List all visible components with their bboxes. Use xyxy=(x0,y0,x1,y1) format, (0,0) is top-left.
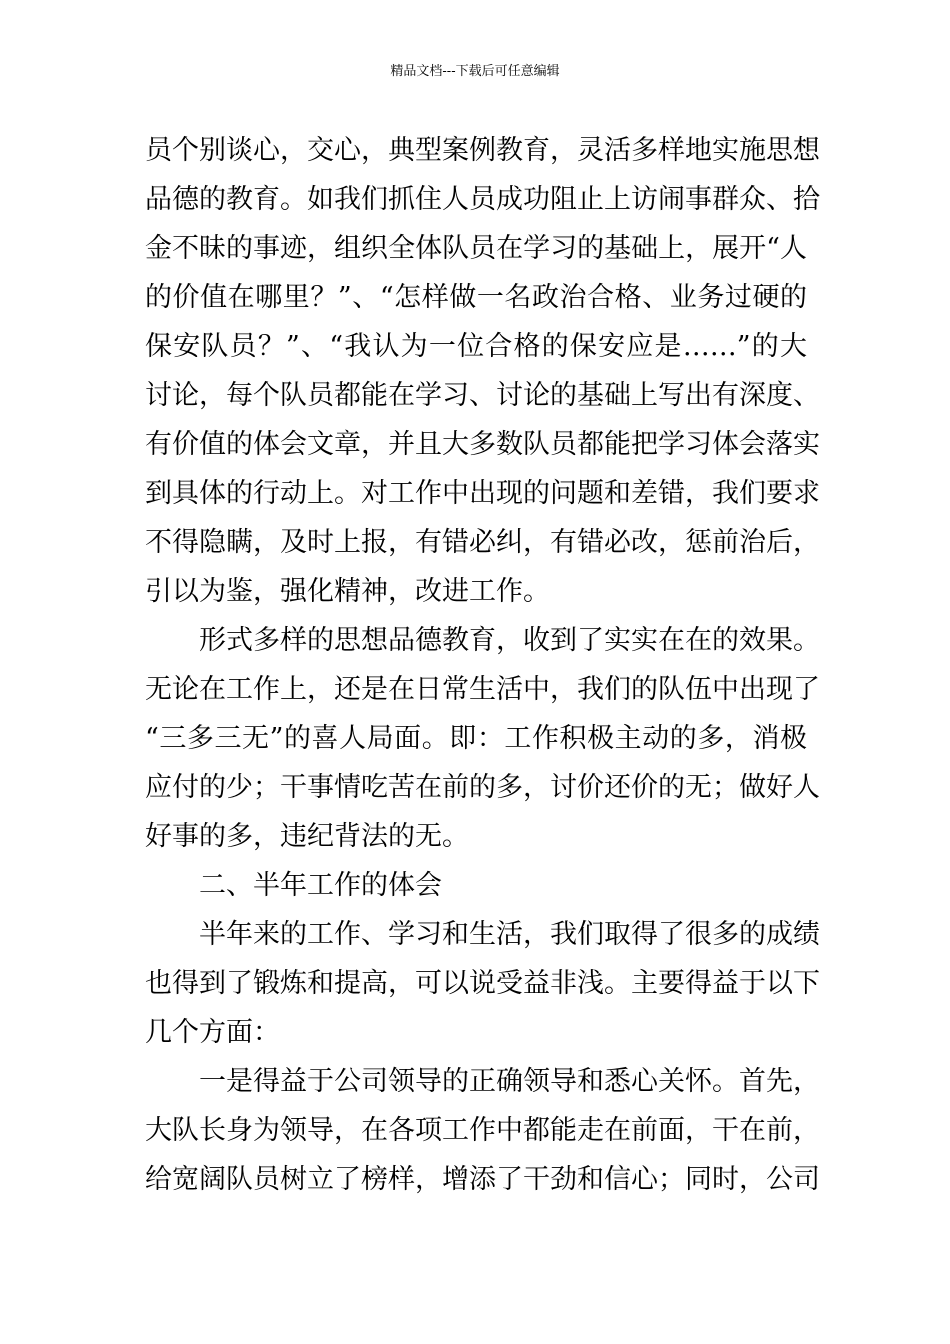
page-header: 精品文档---下载后可任意编辑 xyxy=(390,64,560,79)
text-line: 的价值在哪里？”、“怎样做一名政治合格、业务过硬的 xyxy=(145,282,807,313)
text-line: 几个方面： xyxy=(145,1017,280,1048)
text-line: 保安队员？”、“我认为一位合格的保安应是……”的大 xyxy=(145,331,807,362)
text-line: 引以为鉴，强化精神，改进工作。 xyxy=(145,576,550,607)
text-line: 无论在工作上，还是在日常生活中，我们的队伍中出现了 xyxy=(145,674,820,705)
section-heading: 二、半年工作的体会 xyxy=(199,870,442,901)
text-line: 也得到了锻炼和提高，可以说受益非浅。主要得益于以下 xyxy=(145,968,820,999)
text-line: 大队长身为领导，在各项工作中都能走在前面，干在前， xyxy=(145,1115,820,1146)
text-line: 品德的教育。如我们抓住人员成功阻止上访闹事群众、拾 xyxy=(145,184,820,215)
text-line: 好事的多，违纪背法的无。 xyxy=(145,821,469,852)
document-body xyxy=(145,126,820,1204)
text-line: 到具体的行动上。对工作中出现的问题和差错，我们要求 xyxy=(145,478,820,509)
text-line: 给宽阔队员树立了榜样，增添了干劲和信心；同时，公司 xyxy=(145,1164,820,1195)
text-line: 金不昧的事迹，组织全体队员在学习的基础上，展开“人 xyxy=(145,233,807,264)
text-line: 不得隐瞒，及时上报，有错必纠，有错必改，惩前治后， xyxy=(145,527,820,558)
text-line: 有价值的体会文章，并且大多数队员都能把学习体会落实 xyxy=(145,429,820,460)
text-line: 一是得益于公司领导的正确领导和悉心关怀。首先， xyxy=(199,1066,820,1097)
text-line: 形式多样的思想品德教育，收到了实实在在的效果。 xyxy=(199,625,820,656)
text-line: 员个别谈心，交心，典型案例教育，灵活多样地实施思想 xyxy=(145,135,820,166)
text-line: 讨论，每个队员都能在学习、讨论的基础上写出有深度、 xyxy=(145,380,820,411)
text-line: 应付的少；干事情吃苦在前的多，讨价还价的无；做好人 xyxy=(145,772,820,803)
text-line: “三多三无”的喜人局面。即：工作积极主动的多，消极 xyxy=(145,723,807,754)
text-line: 半年来的工作、学习和生活，我们取得了很多的成绩 xyxy=(199,919,820,950)
